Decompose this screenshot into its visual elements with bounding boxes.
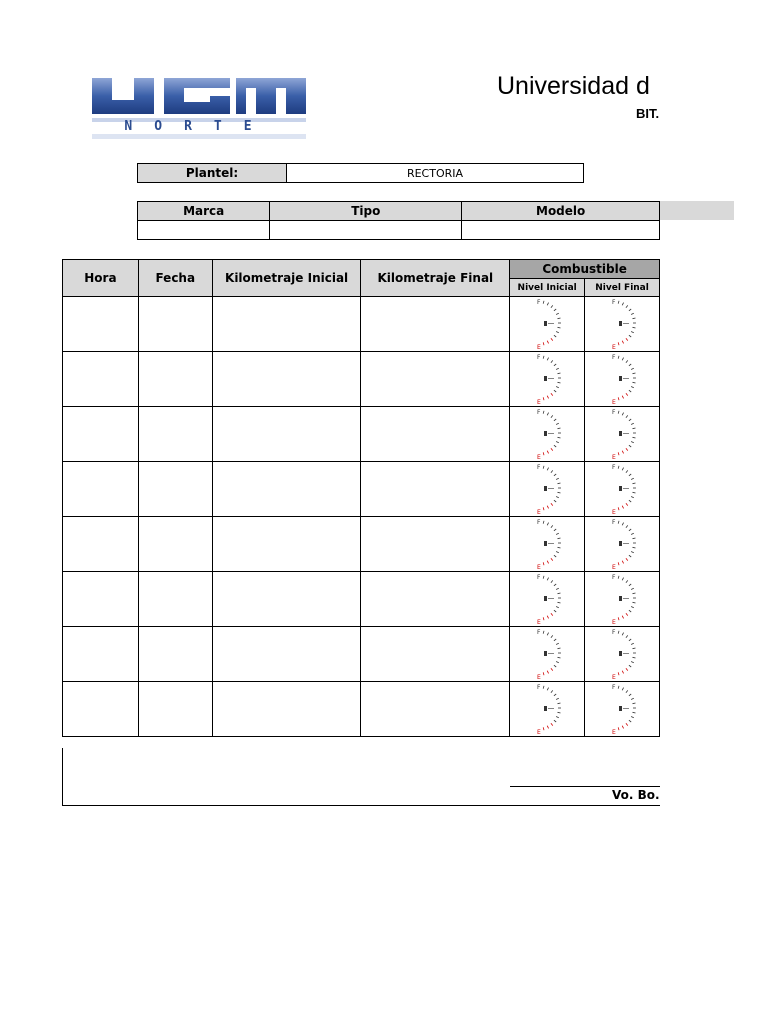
- svg-text:F: F: [612, 684, 616, 691]
- svg-text:F: F: [612, 629, 616, 636]
- nivel-final-header: Nivel Final: [585, 279, 660, 297]
- log-row: [63, 627, 660, 682]
- marca-header: Marca: [138, 202, 270, 221]
- log-row: [63, 462, 660, 517]
- fuel-gauge-icon[interactable]: [607, 573, 637, 625]
- fuel-gauge-icon[interactable]: [532, 573, 562, 625]
- log-table: [62, 259, 660, 737]
- svg-text:F: F: [537, 629, 541, 636]
- svg-text:F: F: [537, 409, 541, 416]
- svg-text:F: F: [537, 299, 541, 306]
- svg-text:E: E: [612, 399, 616, 405]
- nivel-inicial-cell: [510, 627, 585, 682]
- fuel-gauge-icon[interactable]: [607, 683, 637, 735]
- svg-text:F: F: [612, 299, 616, 306]
- log-row: [63, 682, 660, 737]
- km-final-cell[interactable]: [361, 407, 510, 462]
- hora-cell[interactable]: [63, 517, 139, 572]
- nivel-final-cell: [585, 682, 660, 737]
- hora-cell[interactable]: [63, 297, 139, 352]
- nivel-final-cell: [585, 517, 660, 572]
- km-final-cell[interactable]: [361, 572, 510, 627]
- tipo-header: Tipo: [270, 202, 462, 221]
- nivel-final-cell: [585, 462, 660, 517]
- svg-text:F: F: [612, 354, 616, 361]
- svg-text:E: E: [612, 564, 616, 570]
- fuel-gauge-icon[interactable]: [607, 353, 637, 405]
- hora-header: Hora: [63, 260, 139, 297]
- fuel-gauge-icon[interactable]: [532, 298, 562, 350]
- svg-text:E: E: [537, 564, 541, 570]
- hora-cell[interactable]: [63, 352, 139, 407]
- svg-text:E: E: [612, 674, 616, 680]
- fecha-cell[interactable]: [138, 407, 212, 462]
- fuel-gauge-icon[interactable]: [607, 628, 637, 680]
- vehicle-table: [137, 201, 660, 240]
- svg-text:F: F: [537, 684, 541, 691]
- km-final-cell[interactable]: [361, 682, 510, 737]
- km-final-cell[interactable]: [361, 462, 510, 517]
- logo-subtext: NORTE: [124, 119, 274, 134]
- combustible-header: Combustible: [510, 260, 660, 279]
- svg-text:E: E: [612, 454, 616, 460]
- fuel-gauge-icon[interactable]: [532, 353, 562, 405]
- fuel-gauge-icon[interactable]: [532, 408, 562, 460]
- log-row: [63, 517, 660, 572]
- fuel-gauge-icon[interactable]: [532, 463, 562, 515]
- svg-text:E: E: [537, 674, 541, 680]
- nivel-inicial-cell: [510, 572, 585, 627]
- svg-text:E: E: [537, 509, 541, 515]
- svg-text:E: E: [537, 454, 541, 460]
- fecha-cell[interactable]: [138, 297, 212, 352]
- km-inicial-cell[interactable]: [212, 352, 361, 407]
- plantel-label: Plantel:: [138, 164, 287, 183]
- km-inicial-cell[interactable]: [212, 627, 361, 682]
- signature-box: [62, 748, 660, 806]
- nivel-inicial-cell: [510, 297, 585, 352]
- fuel-gauge-icon[interactable]: [607, 408, 637, 460]
- plantel-value[interactable]: RECTORIA: [287, 164, 584, 183]
- km-final-header: Kilometraje Final: [361, 260, 510, 297]
- vobo-label: Vo. Bo.: [612, 788, 660, 802]
- fecha-cell[interactable]: [138, 352, 212, 407]
- km-final-cell[interactable]: [361, 352, 510, 407]
- fecha-header: Fecha: [138, 260, 212, 297]
- nivel-inicial-header: Nivel Inicial: [510, 279, 585, 297]
- km-final-cell[interactable]: [361, 517, 510, 572]
- fecha-cell[interactable]: [138, 462, 212, 517]
- hora-cell[interactable]: [63, 682, 139, 737]
- fecha-cell[interactable]: [138, 682, 212, 737]
- tipo-field[interactable]: [270, 221, 462, 240]
- log-row: [63, 407, 660, 462]
- km-inicial-header: Kilometraje Inicial: [212, 260, 361, 297]
- document-subtitle: BIT.: [636, 106, 660, 121]
- nivel-inicial-cell: [510, 352, 585, 407]
- svg-text:E: E: [537, 344, 541, 350]
- nivel-final-cell: [585, 297, 660, 352]
- nivel-inicial-cell: [510, 407, 585, 462]
- nivel-final-cell: [585, 572, 660, 627]
- svg-text:E: E: [537, 619, 541, 625]
- log-row: [63, 297, 660, 352]
- hora-cell[interactable]: [63, 572, 139, 627]
- fecha-cell[interactable]: [138, 572, 212, 627]
- svg-text:E: E: [612, 509, 616, 515]
- log-row: [63, 572, 660, 627]
- fuel-gauge-icon[interactable]: [532, 683, 562, 735]
- svg-text:E: E: [612, 344, 616, 350]
- svg-text:F: F: [612, 574, 616, 581]
- marca-field[interactable]: [138, 221, 270, 240]
- svg-text:F: F: [612, 409, 616, 416]
- signature-line: [510, 786, 660, 787]
- nivel-inicial-cell: [510, 462, 585, 517]
- modelo-header: Modelo: [462, 202, 660, 221]
- nivel-final-cell: [585, 352, 660, 407]
- svg-text:F: F: [537, 354, 541, 361]
- svg-text:E: E: [612, 619, 616, 625]
- nivel-inicial-cell: [510, 682, 585, 737]
- km-final-cell[interactable]: [361, 297, 510, 352]
- km-inicial-cell[interactable]: [212, 682, 361, 737]
- fuel-gauge-icon[interactable]: [532, 628, 562, 680]
- svg-text:F: F: [537, 464, 541, 471]
- nivel-inicial-cell: [510, 517, 585, 572]
- modelo-field[interactable]: [462, 221, 660, 240]
- fecha-cell[interactable]: [138, 627, 212, 682]
- svg-text:F: F: [612, 464, 616, 471]
- plantel-table: [137, 163, 584, 183]
- hora-cell[interactable]: [63, 407, 139, 462]
- km-inicial-cell[interactable]: [212, 572, 361, 627]
- nivel-final-cell: [585, 627, 660, 682]
- nivel-final-cell: [585, 407, 660, 462]
- svg-text:E: E: [537, 399, 541, 405]
- hora-cell[interactable]: [63, 627, 139, 682]
- fuel-gauge-icon[interactable]: [607, 298, 637, 350]
- svg-text:F: F: [537, 519, 541, 526]
- log-row: [63, 352, 660, 407]
- km-inicial-cell[interactable]: [212, 407, 361, 462]
- fuel-gauge-icon[interactable]: [607, 518, 637, 570]
- svg-text:F: F: [537, 574, 541, 581]
- km-inicial-cell[interactable]: [212, 517, 361, 572]
- km-final-cell[interactable]: [361, 627, 510, 682]
- hora-cell[interactable]: [63, 462, 139, 517]
- svg-text:E: E: [612, 729, 616, 735]
- fuel-gauge-icon[interactable]: [532, 518, 562, 570]
- modelo-header-overflow: [660, 201, 734, 220]
- km-inicial-cell[interactable]: [212, 462, 361, 517]
- svg-text:E: E: [537, 729, 541, 735]
- km-inicial-cell[interactable]: [212, 297, 361, 352]
- svg-text:F: F: [612, 519, 616, 526]
- fecha-cell[interactable]: [138, 517, 212, 572]
- document-title: Universidad d: [497, 72, 650, 100]
- fuel-gauge-icon[interactable]: [607, 463, 637, 515]
